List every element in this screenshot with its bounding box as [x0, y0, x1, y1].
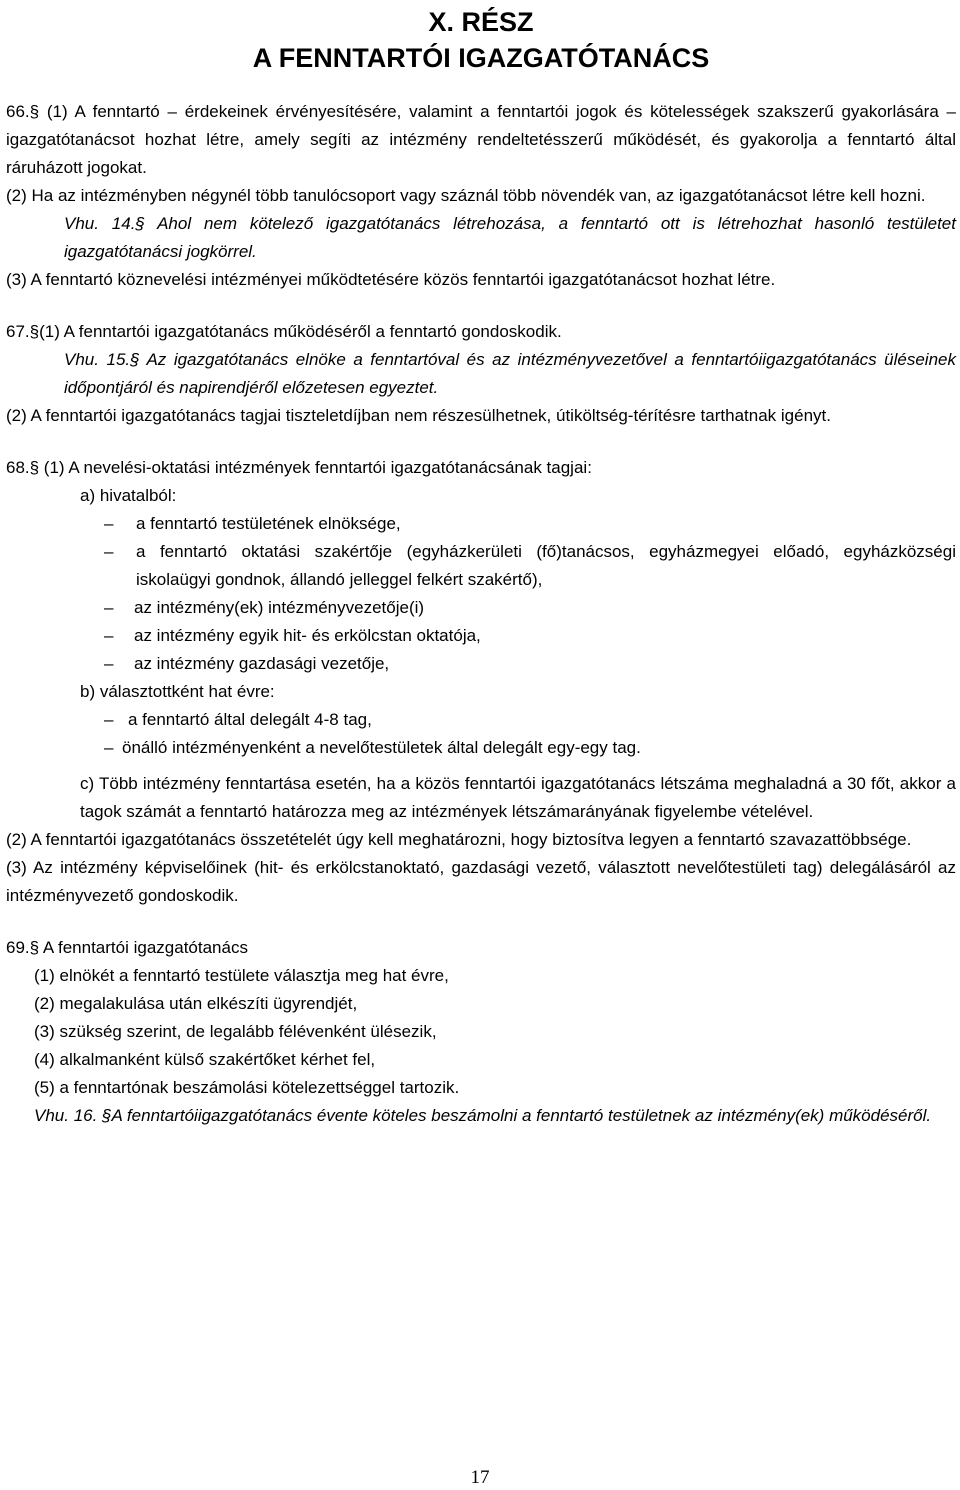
section-67-paragraph-1: 67.§(1) A fenntartói igazgatótanács működéséről a fenntartó gondoskodik.: [6, 322, 562, 341]
dash-bullet-icon: –: [104, 514, 114, 533]
dash-bullet-icon: –: [104, 598, 114, 617]
list-item: (4) alkalmanként külső szakértőket kérhet fel,: [34, 1050, 376, 1069]
section-68-b-label: b) választottként hat évre:: [80, 682, 275, 701]
section-69-vhu-note: Vhu. 16. §A fenntartóiigazgatótanács évente köteles beszámolni a fenntartó testületnek az intézmény(ek) működéséről.: [34, 1106, 932, 1125]
section-66-paragraph-1: 66.§ (1) A fenntartó – érdekeinek érvényesítésére, valamint a fenntartói jogok és kötelességek szakszerű gyakorlására – igazgatótanácsot hozhat létre, amely segíti az intézmény rendeltetésszerű működését, és gyakorolja a fenntartó által ráruházott jogokat.: [6, 102, 956, 177]
chapter-title: A FENNTARTÓI IGAZGATÓTANÁCS: [252, 43, 710, 73]
section-68-paragraph-1: 68.§ (1) A nevelési-oktatási intézmények fenntartói igazgatótanácsának tagjai:: [6, 458, 592, 477]
dash-bullet-icon: –: [104, 654, 114, 673]
list-item: (5) a fenntartónak beszámolási kötelezettséggel tartozik.: [34, 1078, 460, 1097]
page-number: 17: [470, 1467, 490, 1488]
section-66-vhu-note: Vhu. 14.§ Ahol nem kötelező igazgatótanács létrehozása, a fenntartó ott is létrehozhat hasonló testületet igazgatótanácsi jogkörrel.: [64, 214, 956, 261]
dash-bullet-icon: –: [104, 542, 114, 561]
section-68-paragraph-2: (2) A fenntartói igazgatótanács összetételét úgy kell meghatározni, hogy biztosítva legyen a fenntartó szavazattöbbsége.: [6, 830, 912, 849]
list-item: – önálló intézményenként a nevelőtestületek által delegált egy-egy tag.: [6, 734, 956, 762]
section-68-a-label: a) hivatalból:: [80, 486, 177, 505]
section-68-paragraph-3: (3) Az intézmény képviselőinek (hit- és erkölcstanoktató, gazdasági vezető, választott nevelőtestületi tag) delegálásáról az intézményvezető gondoskodik.: [6, 858, 956, 905]
list-item: (1) elnökét a fenntartó testülete választja meg hat évre,: [34, 966, 449, 985]
section-67-paragraph-2: (2) A fenntartói igazgatótanács tagjai tiszteletdíjban nem részesülhetnek, útiköltség-térítésre tarthatnak igényt.: [6, 406, 831, 425]
list-item: – az intézmény gazdasági vezetője,: [6, 650, 956, 678]
list-item: – az intézmény egyik hit- és erkölcstan oktatója,: [6, 622, 956, 650]
list-item: (3) szükség szerint, de legalább félévenként ülésezik,: [34, 1022, 437, 1041]
part-heading: X. RÉSZ: [428, 7, 534, 37]
dash-bullet-icon: –: [104, 738, 114, 757]
dash-bullet-icon: –: [104, 710, 114, 729]
list-item: – a fenntartó testületének elnöksége,: [6, 510, 956, 538]
section-67-vhu-note: Vhu. 15.§ Az igazgatótanács elnöke a fenntartóval és az intézményvezetővel a fenntartóiigazgatótanács üléseinek időpontjáról és napirendjéről előzetesen egyeztet.: [64, 350, 956, 397]
section-66-paragraph-3: (3) A fenntartó köznevelési intézményei működtetésére közös fenntartói igazgatótanácsot hozhat létre.: [6, 270, 776, 289]
document-page: [6, 0, 956, 1130]
list-item: – a fenntartó oktatási szakértője (egyházkerületi (fő)tanácsos, egyházmegyei előadó, egyházközségi iskolaügyi gondnok, állandó jelleggel felkért szakértő),: [6, 538, 956, 594]
section-69-heading: 69.§ A fenntartói igazgatótanács: [6, 938, 248, 957]
list-item: – a fenntartó által delegált 4-8 tag,: [6, 706, 956, 734]
section-66-paragraph-2: (2) Ha az intézményben négynél több tanulócsoport vagy száznál több növendék van, az igazgatótanácsot létre kell hozni.: [6, 186, 926, 205]
section-68-c-paragraph: c) Több intézmény fenntartása esetén, ha a közös fenntartói igazgatótanács létszáma meghaladná a 30 főt, akkor a tagok számát a fenntartó határozza meg az intézmények létszámarányának figyelembe vételével.: [80, 774, 956, 821]
list-item: – az intézmény(ek) intézményvezetője(i): [6, 594, 956, 622]
dash-bullet-icon: –: [104, 626, 114, 645]
list-item: (2) megalakulása után elkészíti ügyrendjét,: [34, 994, 358, 1013]
